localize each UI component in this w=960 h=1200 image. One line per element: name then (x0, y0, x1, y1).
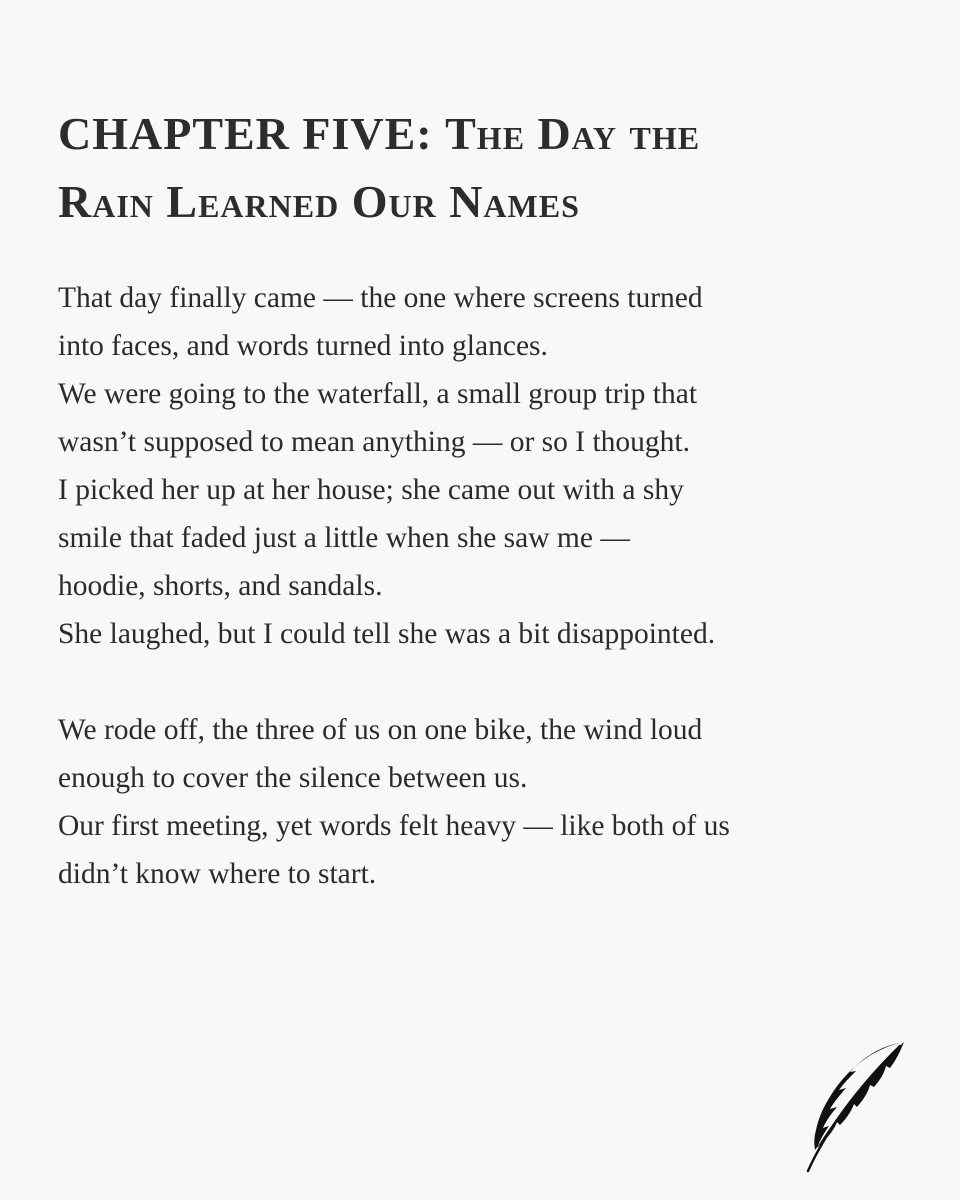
text-line: We rode off, the three of us on one bike, the wind loud (58, 714, 703, 746)
text-line: She laughed, but I could tell she was a bit disappointed. (58, 618, 716, 650)
text-line: That day finally came — the one where screens turned (58, 282, 703, 314)
text-line: We were going to the waterfall, a small group trip that (58, 378, 698, 410)
text-line: didn’t know where to start. (58, 858, 377, 890)
text-line: smile that faded just a little when she saw me — (58, 522, 630, 554)
chapter-body (58, 274, 918, 898)
feather-icon (800, 1040, 910, 1175)
chapter-title-part-1: The Day the (445, 108, 701, 159)
chapter-title-line-1 (58, 100, 918, 168)
chapter-title-line-2: Rain Learned Our Names (58, 176, 580, 227)
text-line: Our first meeting, yet words felt heavy — like both of us (58, 810, 730, 842)
text-line: I picked her up at her house; she came out with a shy (58, 474, 684, 506)
paragraph-2 (58, 706, 918, 898)
text-line: wasn’t supposed to mean anything — or so I thought. (58, 426, 691, 458)
text-line: hoodie, shorts, and sandals. (58, 570, 383, 602)
chapter-number: CHAPTER FIVE: (58, 108, 446, 159)
chapter-title (58, 100, 918, 236)
text-line: enough to cover the silence between us. (58, 762, 528, 794)
text-line: into faces, and words turned into glances. (58, 330, 548, 362)
paragraph-1 (58, 274, 918, 658)
